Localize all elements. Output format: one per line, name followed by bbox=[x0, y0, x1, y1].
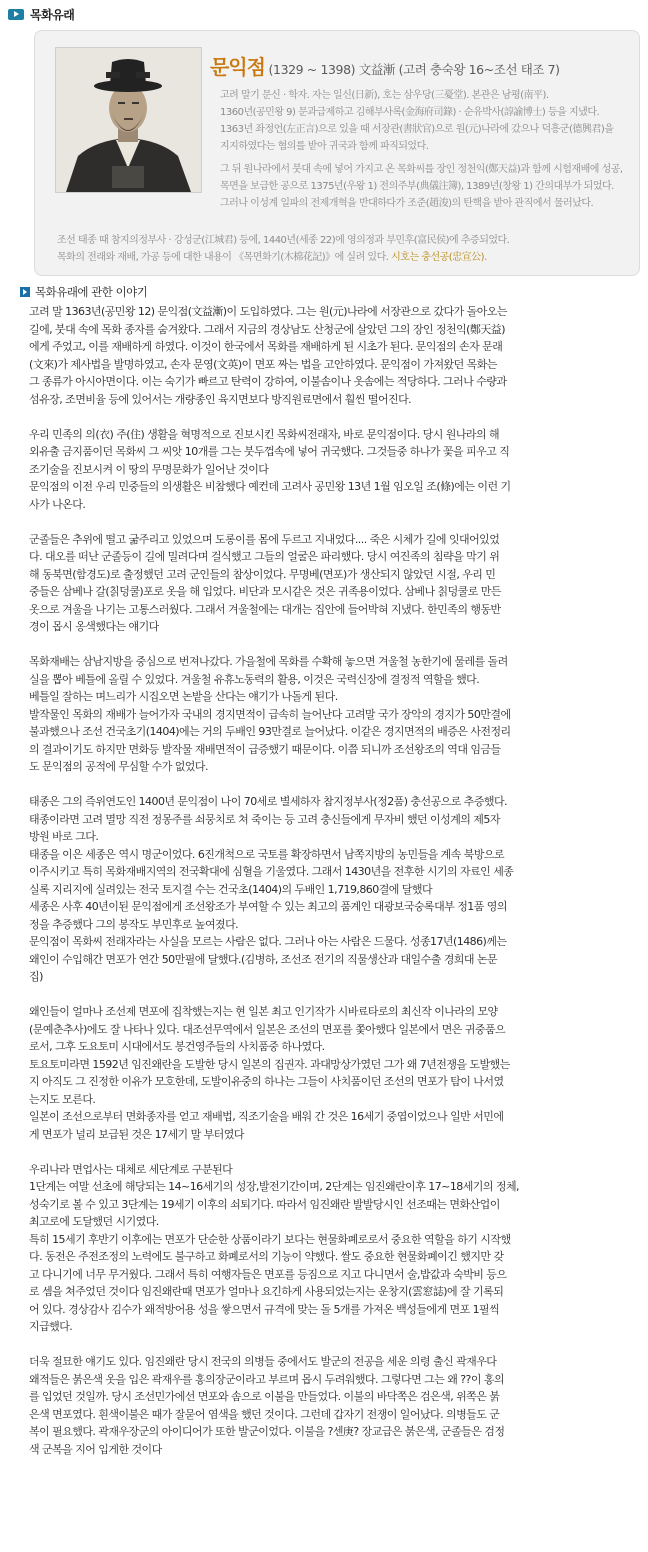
section-title-text: 목화유래 bbox=[30, 7, 75, 22]
footer-line bbox=[57, 249, 509, 266]
story-line: 의 결과이기도 하지만 면화등 발작물 재배면적이 급증했기 때문이다. 이쯤 되니까 조선왕조의 역대 임금들 bbox=[29, 742, 501, 756]
story-heading-text: 목화유래에 관한 이야기 bbox=[35, 285, 148, 299]
bio-line: 1363년 좌정언(左正言)으로 있을 때 서장관(書狀官)으로 원(元)나라에 갔으나 덕흥군(德興君)을 bbox=[220, 124, 614, 135]
story-line: 왜적들은 붉은색 옷을 입은 곽재우를 홍의장군이라고 부르며 몹시 두려워했다. 그렇다면 그는 왜 ??이 홍의 bbox=[29, 1372, 505, 1386]
story-line: 태종은 그의 즉위연도인 1400년 문익점이 나이 70세로 별세하자 참지정부사(정2품) 충선공으로 추증했다. bbox=[29, 795, 507, 808]
story-line: (문예춘추사)에도 잘 나타나 있다. 대조선무역에서 일본은 조선의 면포를 쫓아했다 일본에서 면은 귀중품으 bbox=[29, 1022, 506, 1036]
story-line: 태종을 이은 세종은 역시 명군이었다. 6진개척으로 국토를 확장하면서 남쪽지방의 농민들을 계속 북방으로 bbox=[29, 847, 505, 861]
bio-line: 지지하였다는 혐의를 받아 귀국과 함께 파직되었다. bbox=[220, 141, 429, 152]
story-line: 왜인이 수입해간 면포가 연간 50만필에 달했다.(김병하, 조선조 전기의 직물생산과 대일수출 경희대 논문 bbox=[29, 952, 498, 966]
story-line: 일본이 조선으로부터 면화종자를 얻고 재배법, 직조기술을 배워 간 것은 16세기 중엽이었으나 일반 서민에 bbox=[29, 1110, 504, 1123]
story-heading bbox=[20, 284, 147, 300]
story-line: 우리나라 면업사는 대체로 세단계로 구분된다 bbox=[29, 1162, 233, 1176]
story-line: 도 문익점의 공적에 무심할 수가 없었다. bbox=[29, 760, 208, 773]
story-line: 지급했다. bbox=[29, 1320, 73, 1333]
story-line: 우리 민족의 의(衣) 주(住) 생활을 혁명적으로 진보시킨 목화씨전래자, 바로 문익점이다. 당시 원나라의 해 bbox=[29, 427, 500, 441]
arrow-icon bbox=[20, 287, 30, 297]
story-line: 길에, 붓대 속에 목화 종자를 숨겨왔다. 그래서 지금의 경상남도 산청군에 살았던 그의 장인 정천익(鄭天益) bbox=[29, 322, 505, 336]
bio-line: 목면을 보급한 공으로 1375년(우왕 1) 전의주부(典儀注簿), 1389년(창왕 1) 간의대부가 되었다. bbox=[220, 181, 614, 192]
story-line: 성숙기로 볼 수 있고 3단계는 19세기 이후의 쇠퇴기다. 따라서 임진왜란 발발당시인 선조때는 면화산업이 bbox=[29, 1197, 500, 1211]
paragraph-gap bbox=[29, 1336, 641, 1354]
bio-line: 1360년(공민왕 9) 문과급제하고 김해부사록(金海府司錄) · 순유박사(諄諭博士) 등을 지냈다. bbox=[220, 107, 600, 118]
story-line: 지 아직도 그 진정한 이유가 모호한데, 도발이유중의 하나는 그들이 사치품이던 조선의 면포가 탐이 나서였 bbox=[29, 1075, 504, 1088]
story-line: 색 군복을 지어 입게한 것이다 bbox=[29, 1442, 162, 1456]
profile-name: 문익점 bbox=[210, 55, 265, 79]
profile-box bbox=[34, 30, 640, 276]
story-line: 중들은 삼베나 갈(칡덩쿨)포로 옷을 해 입었다. 비단과 모시같은 것은 귀족용이었다. 삼베나 칡덩쿨로 만든 bbox=[29, 585, 501, 598]
bio-line: 그 뒤 원나라에서 붓대 속에 넣어 가지고 온 목화씨를 장인 정천익(鄭天益)과 함께 시험재배에 성공, bbox=[220, 164, 623, 175]
arrow-icon bbox=[8, 9, 24, 20]
story-line: 그 종류가 아시아면이다. 이는 숙기가 빠르고 탄력이 강하여, 이불솜이나 옷솜에는 적당하다. 그러나 수량과 bbox=[29, 375, 507, 388]
posthumous-name: 시호는 충선공(忠宣公). bbox=[391, 252, 487, 263]
story-line: 경이 몹시 옹색했다는 얘기다 bbox=[29, 620, 159, 633]
story-line: 왜인들이 얼마나 조선제 면포에 집착했는지는 현 일본 최고 인기작가 시바료타로의 최신작 이나라의 모양 bbox=[29, 1005, 498, 1018]
story-line: 베틀일 잘하는 며느리가 시집오면 논밭을 산다는 얘기가 나돌게 된다. bbox=[29, 690, 338, 703]
story-line: 고려 말 1363년(공민왕 12) 문익점(文益漸)이 도입하였다. 그는 원(元)나라에 서장관으로 갔다가 돌아오는 bbox=[29, 305, 507, 318]
paragraph-gap bbox=[29, 986, 641, 1004]
story-line: 최고로에 도달했던 시기였다. bbox=[29, 1215, 159, 1228]
story-line: 방원 바로 그다. bbox=[29, 830, 99, 843]
section-title bbox=[8, 6, 74, 22]
story-line: 실록 지리지에 실려있는 전국 토지결 수는 건국초(1404)의 두배인 1,719,860결에 달했다 bbox=[29, 882, 433, 896]
story-line: (文來)가 제사법을 발명하였고, 손자 문영(文英)이 면포 짜는 법을 고안하였다. 문익점이 가져왔던 목화는 bbox=[29, 357, 497, 371]
profile-name-detail: (1329 ~ 1398) 文益漸 (고려 충숙왕 16~조선 태조 7) bbox=[268, 62, 560, 77]
story-line: 섬유장, 조면비율 등에 있어서는 개량종인 육지면보다 방직원료면에서 훨씬 떨어진다. bbox=[29, 392, 412, 406]
profile-name-line bbox=[210, 51, 560, 80]
story-line: 불과했으나 조선 건국초기(1404)에는 거의 두배인 93만결로 늘어났다. 이같은 경지면적의 배증은 사전정리 bbox=[29, 725, 511, 738]
portrait-drawing bbox=[56, 48, 201, 192]
story-line: 토요토미라면 1592년 임진왜란을 도발한 당시 일본의 집권자. 과대망상가였던 그가 왜 7년전쟁을 도발했는 bbox=[29, 1057, 510, 1071]
story-line: 로 셈을 쳐주었던 것이다 임진왜란때 면포가 얼마나 요긴하게 사용되었는지는 운창지(雲窓誌)에 잘 기록되 bbox=[29, 1285, 504, 1298]
paragraph-gap bbox=[29, 636, 641, 654]
story-line: 외유출 금지품이던 목화씨 그 씨앗 10개를 그는 붓두껍속에 넣어 귀국했다. 그것들중 하나가 꽃을 피우고 직 bbox=[29, 445, 510, 458]
story-line: 문익점이 목화씨 전래자라는 사실을 모르는 사람은 없다. 그러나 아는 사람은 드물다. 성종17년(1486)께는 bbox=[29, 935, 507, 948]
story-line: 옷으로 겨울을 나기는 고통스러웠다. 그래서 겨울철에는 대개는 집안에 들어박혀 지냈다. 한민족의 행동반 bbox=[29, 602, 501, 616]
story-line: 1단계는 여말 선초에 해당되는 14~16세기의 성장,발전기간이며, 2단계는 임진왜란이후 17~18세기의 정체, bbox=[29, 1180, 519, 1193]
story-line: 에게 주었고, 이를 재배하게 하였다. 이것이 한국에서 목화를 재배하게 된 시초가 된다. 문익점의 손자 문래 bbox=[29, 340, 503, 353]
story-line: 태종이라면 고려 멸망 직전 정몽주를 쇠뭉치로 쳐 죽이는 등 고려 충신들에게 무자비 했던 이성계의 제5자 bbox=[29, 812, 500, 826]
story-line: 고 다니기에 너무 무거웠다. 그래서 특히 여행자들은 면포를 등짐으로 지고 다니면서 술,밥값과 숙박비 등으 bbox=[29, 1267, 507, 1281]
bio-line: 그러나 이성계 일파의 전제개혁을 반대하다가 조준(趙浚)의 탄핵을 받아 관직에서 물러났다. bbox=[220, 198, 594, 209]
story-line: 은색 면포였다. 흰색이불은 때가 잘묻어 염색을 했던 것이다. 그런데 갑자기 전쟁이 일어났다. 의병들도 군 bbox=[29, 1407, 500, 1421]
story-line: 세종은 사후 40년이된 문익점에게 조선왕조가 부여할 수 있는 최고의 품계인 대광보국숭록대부 정1품 영의 bbox=[29, 900, 507, 913]
paragraph-gap bbox=[29, 513, 641, 531]
story-line: 군졸들은 추위에 떨고 굶주리고 있었으며 도롱이를 몸에 두르고 지내었다.... 죽은 시체가 길에 잇대어있었 bbox=[29, 532, 500, 546]
story-line: 는지도 모른다. bbox=[29, 1092, 96, 1106]
profile-bio bbox=[220, 87, 640, 212]
paragraph-gap bbox=[29, 1143, 641, 1161]
story-line: 조기술을 진보시켜 이 땅의 무명문화가 일어난 것이다 bbox=[29, 462, 269, 476]
story-line: 실을 뽑아 베틀에 올릴 수 있었다. 겨울철 유휴노동력의 활용, 이것은 국력신장에 결정적 역할을 했다. bbox=[29, 672, 480, 686]
footer-line-text: 목화의 전래와 재배, 가공 등에 대한 내용이 《목면화기(木棉花記)》에 실려 있다. bbox=[57, 252, 389, 263]
paragraph-gap bbox=[29, 408, 641, 426]
story-line: 를 입었던 것일까. 당시 조선민가에선 면포와 솜으로 이불을 만들었다. 이불의 바닥쪽은 검은색, 위쪽은 붉 bbox=[29, 1390, 500, 1403]
story-line: 발작물인 목화의 재배가 늘어가자 국내의 경지면적이 급속히 늘어난다 고려말 국가 장악의 경지가 50만결에 bbox=[29, 707, 511, 721]
portrait-image bbox=[55, 47, 202, 193]
profile-footer bbox=[57, 232, 509, 266]
story-line: 다. 동전은 주전조정의 노력에도 불구하고 화폐로서의 기능이 약했다. 쌀도 중요한 현물화폐이긴 했지만 갖 bbox=[29, 1250, 504, 1263]
story-line: 목화재배는 삼남지방을 중심으로 번져나갔다. 가을철에 목화를 수확해 놓으면 겨울철 농한기에 물레를 돌려 bbox=[29, 655, 508, 668]
story-line: 로서, 그후 도요토미 시대에서도 봉건영주들의 사치품중 하나였다. bbox=[29, 1040, 325, 1053]
story-line: 정을 추증했다 그의 봉작도 부민후로 높여졌다. bbox=[29, 917, 239, 931]
story-line: 이주시키고 특히 목화재배지역의 전국확대에 심혈을 기울였다. 그래서 1430년을 전후한 시기의 자료인 세종 bbox=[29, 865, 514, 878]
footer-line: 조선 태종 때 참지의정부사 · 강성군(江城君) 등에, 1440년(세종 22)에 영의정과 부민후(富民侯)에 추증되었다. bbox=[57, 235, 510, 246]
story-line: 어 있다. 경상감사 김수가 왜적방어용 성을 쌓으면서 규격에 맞는 돌 5개를 가져온 백성들에게 면포 1필씩 bbox=[29, 1302, 500, 1316]
story-line: 사가 나온다. bbox=[29, 497, 86, 511]
story-line: 게 면포가 널리 보급된 것은 17세기 말 부터였다 bbox=[29, 1127, 244, 1141]
story-line: 다. 대오를 떠난 군졸등이 길에 밀려다며 걸식했고 그들의 얼굴은 파리했다. 당시 여진족의 침략을 막기 위 bbox=[29, 550, 500, 563]
story-line: 해 동북면(함경도)로 출정했던 고려 군인들의 참상이었다. 무명베(면포)가 생산되지 않았던 시절, 우리 민 bbox=[29, 567, 496, 581]
story-line: 집) bbox=[29, 970, 43, 983]
paragraph-gap bbox=[29, 776, 641, 794]
story-line: 복이 필요했다. 곽재우장군의 아이디어가 또한 발군이었다. 이불을 ?센庚? 장교급은 붉은색, 군졸들은 검정 bbox=[29, 1425, 505, 1438]
story-body bbox=[29, 303, 641, 1458]
story-line: 더욱 절묘한 얘기도 있다. 임진왜란 당시 전국의 의병들 중에서도 발군의 전공을 세운 의령 출신 곽재우다 bbox=[29, 1355, 497, 1368]
bio-line: 고려 말기 문신 · 학자. 자는 일신(日新), 호는 삼우당(三憂堂). 본관은 남평(南平). bbox=[220, 90, 549, 101]
story-line: 문익점의 이전 우리 민중들의 의생활은 비참했다 예컨데 고려사 공민왕 13년 1월 임오일 조(條)에는 이런 기 bbox=[29, 480, 511, 493]
story-line: 특히 15세기 후반기 이후에는 면포가 단순한 상품이라기 보다는 현물화폐로로서 중요한 역할을 하기 시작했 bbox=[29, 1232, 511, 1246]
